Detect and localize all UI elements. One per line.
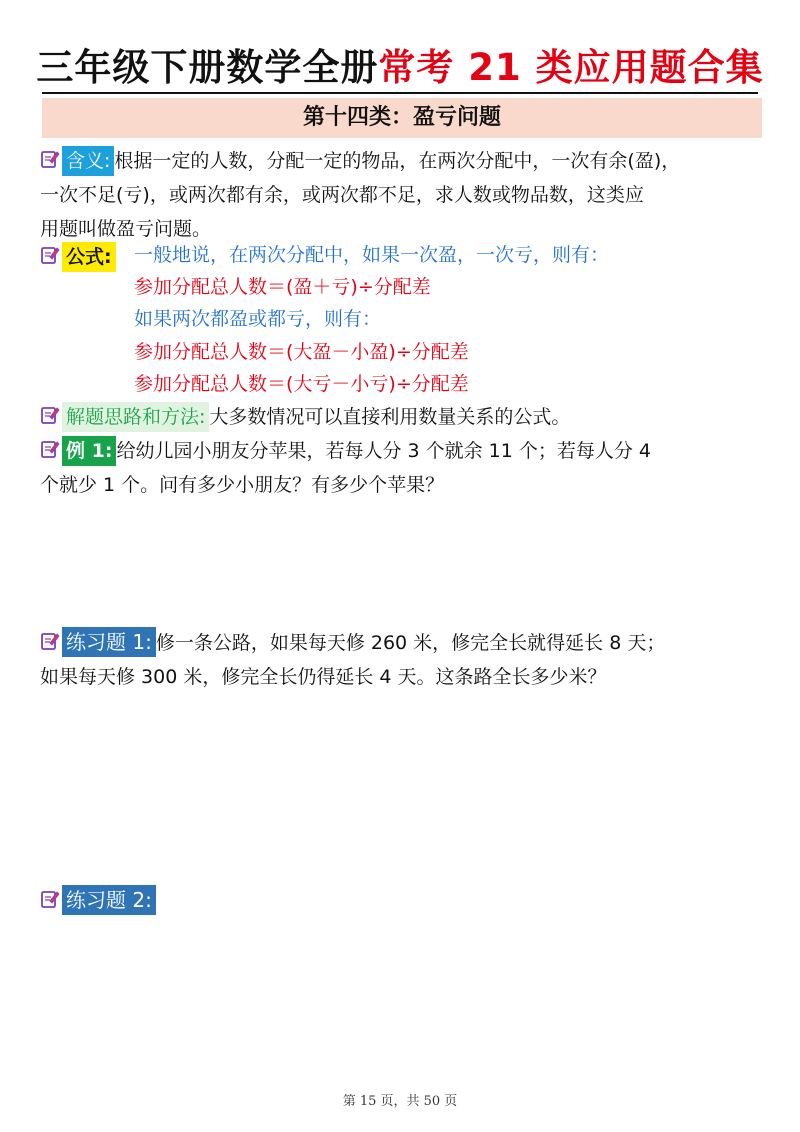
example1-text-line2: 个就少 1 个。问有多少小朋友？有多少个苹果？ — [40, 474, 445, 496]
example1-text-line1: 给幼儿园小朋友分苹果，若每人分 3 个就余 11 个；若每人分 4 — [116, 440, 651, 462]
meaning-block — [40, 144, 770, 246]
title-underline — [42, 92, 758, 94]
meaning-text-line3: 用题叫做盈亏问题。 — [40, 218, 212, 240]
method-block — [40, 400, 570, 434]
page-number: 第 15 页，共 50 页 — [342, 1094, 458, 1109]
example1-label: 例 1: — [62, 436, 116, 466]
notepad-pencil-icon — [40, 149, 60, 169]
notepad-pencil-icon — [40, 889, 60, 909]
formula-header — [40, 240, 116, 274]
exercise1-text-line2: 如果每天修 300 米，修完全长仍得延长 4 天。这条路全长多少米？ — [40, 666, 607, 688]
formula-line5: 参加分配总人数＝(大亏－小亏)÷分配差 — [134, 373, 469, 395]
meaning-label: 含义: — [62, 146, 114, 176]
method-text: 大多数情况可以直接利用数量关系的公式。 — [209, 406, 571, 428]
example1-block — [40, 434, 770, 502]
exercise2-block — [40, 884, 156, 918]
exercise2-label: 练习题 2: — [62, 885, 156, 915]
method-label: 解题思路和方法: — [62, 402, 209, 432]
meaning-text-line2: 一次不足(亏)，或两次都有余，或两次都不足，求人数或物品数，这类应 — [40, 184, 644, 206]
formula-label: 公式: — [62, 242, 116, 272]
exercise1-block — [40, 626, 770, 694]
notepad-pencil-icon — [40, 631, 60, 651]
exercise1-text-line1: 修一条公路，如果每天修 260 米，修完全长就得延长 8 天； — [155, 632, 666, 654]
title-black-part: 三年级下册数学全册 — [36, 46, 379, 89]
notepad-pencil-icon — [40, 439, 60, 459]
notepad-pencil-icon — [40, 405, 60, 425]
formula-line1: 一般地说，在两次分配中，如果一次盈，一次亏，则有： — [134, 244, 610, 266]
title-red-part: 常考 21 类应用题合集 — [378, 46, 764, 89]
meaning-text-line1: 根据一定的人数，分配一定的物品，在两次分配中，一次有余(盈)， — [114, 150, 681, 172]
section-heading: 第十四类：盈亏问题 — [42, 98, 762, 138]
formula-line4: 参加分配总人数＝(大盈－小盈)÷分配差 — [134, 341, 469, 363]
exercise1-label: 练习题 1: — [62, 627, 156, 657]
notepad-pencil-icon — [40, 245, 60, 265]
formula-line3: 如果两次都盈或都亏，则有： — [134, 308, 382, 330]
formula-line2: 参加分配总人数＝(盈＋亏)÷分配差 — [134, 276, 431, 298]
page-title — [0, 40, 800, 96]
